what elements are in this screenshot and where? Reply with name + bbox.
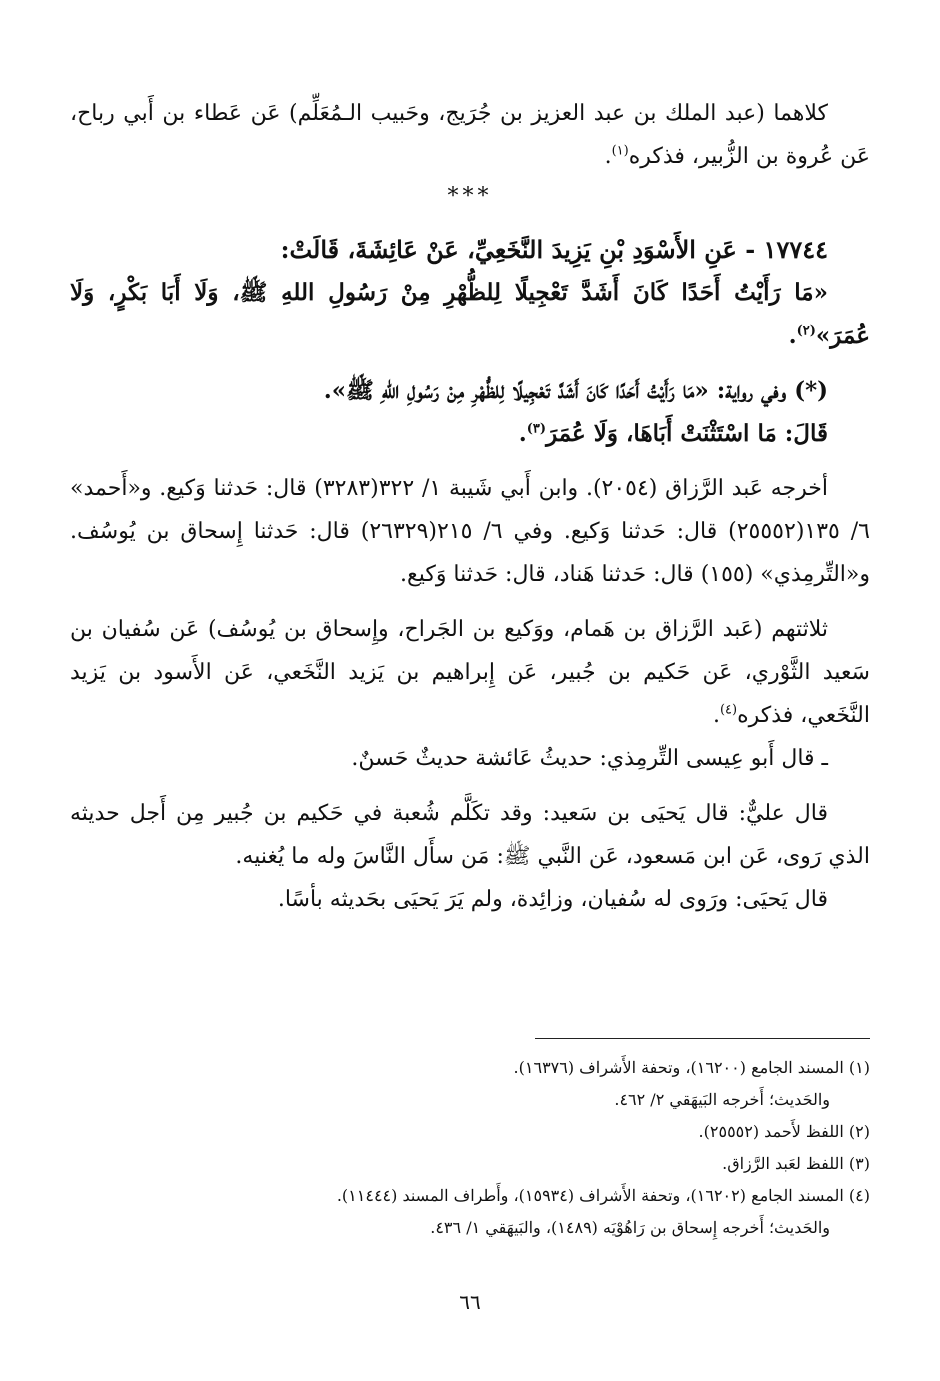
punctuation: . xyxy=(788,322,797,349)
main-text xyxy=(70,92,870,921)
riwaya-note xyxy=(70,412,870,455)
hadith-heading: ١٧٧٤٤ - عَنِ الأَسْوَدِ بْنِ يَزِيدَ النَّخَعِيِّ، عَنْ عَائِشَةَ، قَالَتْ: xyxy=(280,235,828,264)
yahya-paragraph: قال يَحيَى: ورَوى له سُفيان، وزائِدة، ولم يَرَ يَحيَى بحَديثه بأسًا. xyxy=(277,887,828,912)
footnotes xyxy=(70,1052,870,1244)
section-divider-stars: *** xyxy=(447,184,493,209)
riwaya-paragraph: (*) وفي رواية: «مَا رَأَيْتُ أَحَدًا كَانَ أَشَدَّ تَعْجِيلًا لِلظُّهْرِ مِنْ رَسُولِ اللهِ ﷺ». xyxy=(323,377,828,404)
hadith-matn: «مَا رَأَيْتُ أَحَدًا كَانَ أَشَدَّ تَعْجِيلًا لِلظُّهْرِ مِنْ رَسُولِ اللهِ ﷺ، وَلَا أَبَا بَكْرٍ، وَلَا عُمَرَ» xyxy=(70,279,870,349)
hadith-text xyxy=(70,271,870,357)
punctuation: . xyxy=(712,703,720,728)
footnote-1-continuation: والحَديث؛ أَخرجه البَيهَقي ٢/ ٤٦٢. xyxy=(614,1090,830,1109)
footnote-2: (٢) اللفظ لأَحمد (٢٥٥٥٢). xyxy=(698,1122,870,1141)
punctuation: . xyxy=(604,144,612,169)
riwaya-note-text: قَالَ: مَا اسْتَثْنَتْ أَبَاهَا، وَلَا عُمَرَ xyxy=(546,420,828,447)
thalathathum-paragraph xyxy=(70,608,870,737)
footnote-3: (٣) اللفظ لعَبد الرَّزاق. xyxy=(722,1154,870,1173)
paragraph-text: كلاهما (عبد الملك بن عبد العزيز بن جُرَيج، وحَبيب الـمُعَلِّم) عَن عَطاء بن أَبي رباح، عَن عُروة بن الزُّبير، فذكره xyxy=(70,101,870,169)
ali-paragraph: قال عليٌّ: قال يَحيَى بن سَعيد: وقد تكَلَّم شُعبة في حَكيم بن جُبير مِن أَجل حديثه الذي رَوى، عَن ابن مَسعود، عَن النَّبي ﷺ: مَن سأَل النَّاسَ وله ما يُغنيه. xyxy=(70,801,870,869)
punctuation: . xyxy=(518,420,527,447)
footnote-ref-4[interactable]: (٤) xyxy=(719,702,738,718)
footnote-ref-2[interactable]: (٢) xyxy=(796,323,816,339)
footnote-ref-1[interactable]: (١) xyxy=(611,143,629,159)
footnote-1: (١) المسند الجامع (١٦٢٠٠)، وتحفة الأَشراف (١٦٣٧٦). xyxy=(513,1058,870,1077)
footnote-separator xyxy=(535,1038,870,1039)
page-number: ٦٦ xyxy=(459,1290,481,1314)
narration-chain-paragraph xyxy=(70,92,870,178)
footnote-4: (٤) المسند الجامع (١٦٢٠٢)، وتحفة الأَشراف (١٥٩٣٤)، وأَطراف المسند (١١٤٤٤). xyxy=(336,1186,870,1205)
paragraph-text: ثلاثتهم (عَبد الرَّزاق بن هَمام، ووَكيع بن الجَراح، وإِسحاق بن يُوسُف) عَن سُفيان بن سَعيد الثَّوْري، عَن حَكيم بن جُبير، عَن إِبراهيم بن يَزيد النَّخَعي، عَن الأَسود بن يَزيد النَّخَعي، فذكره xyxy=(70,617,870,728)
tirmidhi-ruling: ـ قال أَبو عِيسى التِّرمِذي: حديثُ عَائشة حديثٌ حَسنٌ. xyxy=(351,746,828,771)
takhrij-paragraph: أخرجه عَبد الرَّزاق (٢٠٥٤). وابن أَبي شَيبة ١/ ٣٢٢(٣٢٨٣) قال: حَدثنا وَكيع. و«أَحمد» ٦/ ١٣٥(٢٥٥٥٢) قال: حَدثنا وَكيع. وفي ٦/ ٢١٥(٢٦٣٢٩) قال: حَدثنا إِسحاق بن يُوسُف. و«التِّرمِذي» (١٥٥) قال: حَدثنا هَناد، قال: حَدثنا وَكيع. xyxy=(70,476,870,587)
document-page xyxy=(70,0,870,1381)
footnote-ref-3[interactable]: (٣) xyxy=(526,421,547,437)
footnote-4-continuation: والحَديث؛ أَخرجه إِسحاق بن رَاهُوْيَه (١٤٨٩)، والبَيهَقي ١/ ٤٣٦. xyxy=(430,1218,830,1237)
